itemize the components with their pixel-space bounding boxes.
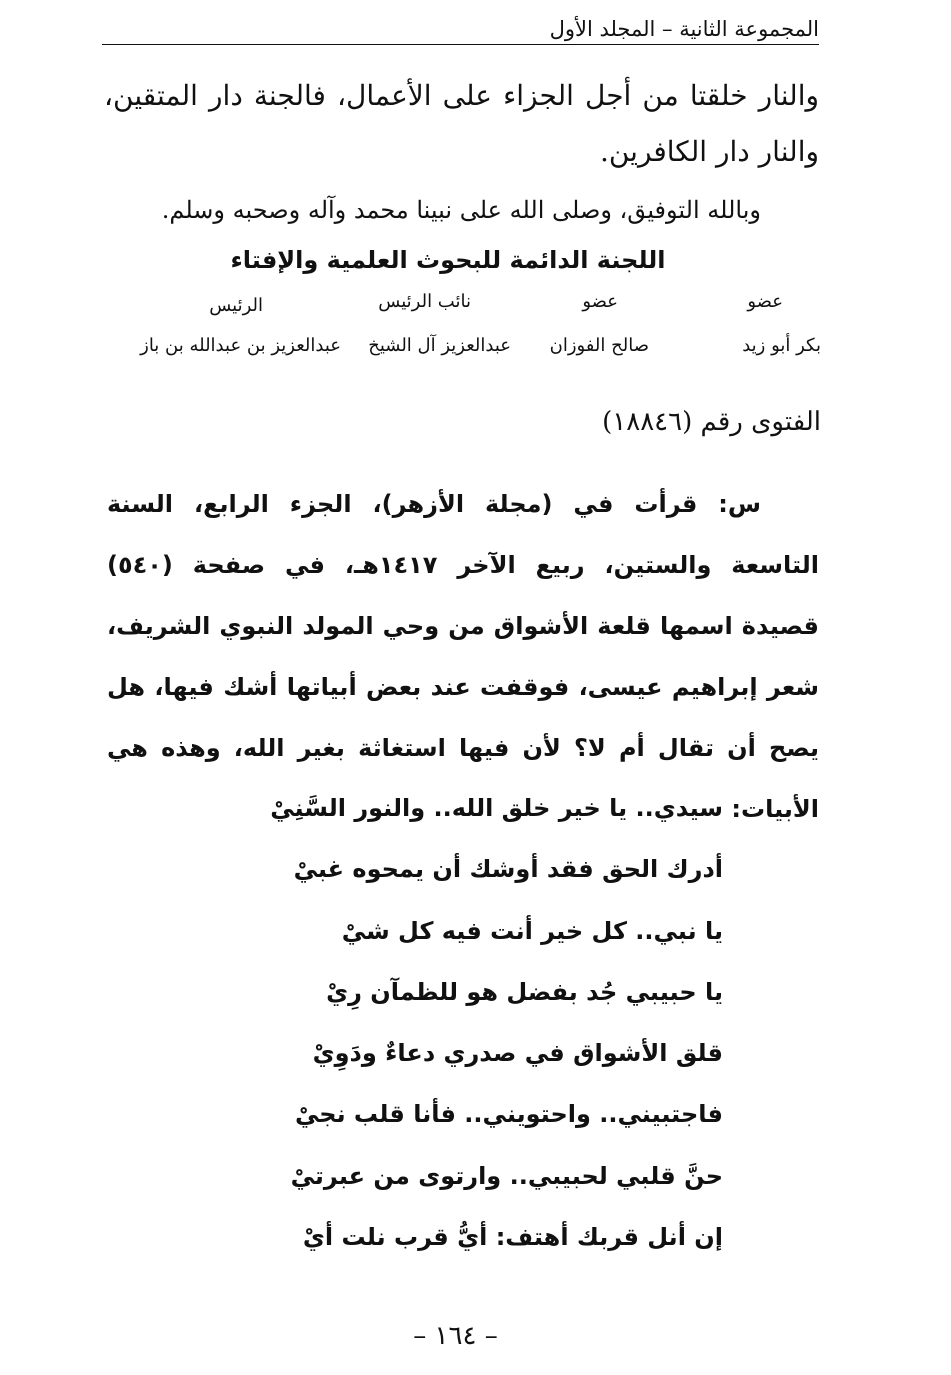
signatory-name: بكر أبو زيد xyxy=(742,335,821,356)
poem-verse: فاجتبيني.. واحتويني.. فأنا قلب نجيْ xyxy=(294,1100,723,1129)
poem-verse: سيدي.. يا خير خلق الله.. والنور السَّنِيْ xyxy=(270,794,723,822)
signatory-name: عبدالعزيز بن عبدالله بن باز xyxy=(140,335,341,356)
poem-verses xyxy=(270,778,723,1268)
signatory-role: عضو xyxy=(582,291,618,312)
poem-verse: إن أنل قربك أهتف: أيُّ قرب نلت أيْ xyxy=(302,1223,723,1252)
signatory-role: نائب الرئيس xyxy=(378,291,471,312)
signatory-role: الرئيس xyxy=(209,295,263,316)
body-paragraph: والنار خلقتا من أجل الجزاء على الأعمال، فالجنة دار المتقين، والنار دار الكافرين. xyxy=(104,79,819,168)
poem-verse: قلق الأشواق في صدري دعاءٌ ودَوِيْ xyxy=(312,1039,723,1068)
signatory-role: عضو xyxy=(747,291,783,312)
closing-line: وبالله التوفيق، وصلى الله على نبينا محمد وآله وصحبه وسلم. xyxy=(161,196,761,224)
fatwa-number: الفتوى رقم (١٨٨٤٦) xyxy=(602,407,821,437)
question-paragraph: س: قرأت في (مجلة الأزهر)، الجزء الرابع، السنة التاسعة والستين، ربيع الآخر ١٤١٧هـ، في صفحة (٥٤٠) قصيدة اسمها قلعة الأشواق من وحي المولد النبوي الشريف، شعر إبراهيم عيسى، فوقفت عند بعض أبياتها أشك فيها، هل يصح أن تقال أم لا؟ لأن فيها استغاثة بغير الله، وهذه هي الأبيات: xyxy=(107,490,820,823)
poem-verse: حنَّ قلبي لحبيبي.. وارتوى من عبرتيْ xyxy=(290,1161,723,1190)
header-rule xyxy=(102,44,819,45)
committee-title: اللجنة الدائمة للبحوث العلمية والإفتاء xyxy=(230,246,666,274)
signatory-name: صالح الفوزان xyxy=(549,335,649,356)
poem-verse: يا نبي.. كل خير أنت فيه كل شيْ xyxy=(341,916,723,945)
running-header: المجموعة الثانية – المجلد الأول xyxy=(549,17,819,41)
poem-verse: أدرك الحق فقد أوشك أن يمحوه غبيْ xyxy=(293,855,723,884)
signatory-name: عبدالعزيز آل الشيخ xyxy=(368,335,511,356)
page-number: – ١٦٤ – xyxy=(413,1321,498,1351)
poem-verse: يا حبيبي جُد بفضل هو للظمآن رِيْ xyxy=(326,977,723,1006)
